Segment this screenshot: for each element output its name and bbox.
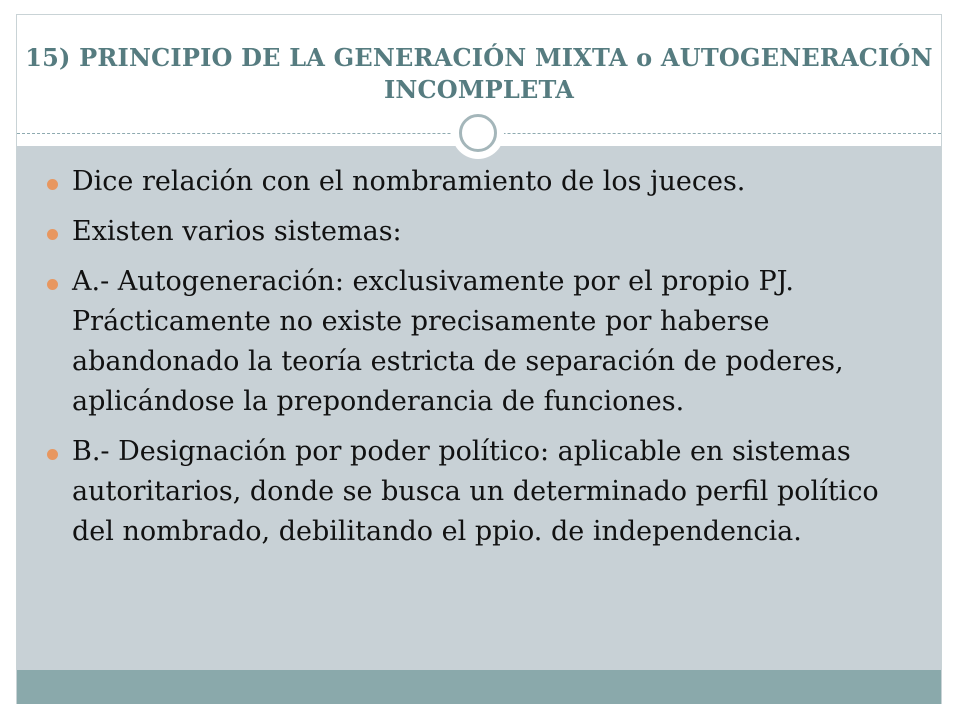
bullet-text: A.- Autogeneración: exclusivamente por el propio PJ. Prácticamente no existe precisamente por haberse abandonado la teoría estricta de separación de poderes, aplicándose la preponderancia de funciones. xyxy=(72,266,844,417)
bullet-item xyxy=(46,262,926,422)
footer-band xyxy=(17,670,941,704)
bullet-item xyxy=(46,432,926,552)
bullet-text: Existen varios sistemas: xyxy=(72,216,402,247)
ring-icon xyxy=(452,107,504,159)
bullet-item xyxy=(46,162,926,202)
bullet-item xyxy=(46,212,926,252)
bullet-text: B.- Designación por poder político: aplicable en sistemas autoritarios, donde se busca un determinado perfil político del nombrado, debilitando el ppio. de independencia. xyxy=(72,436,879,547)
bullet-list xyxy=(46,162,926,562)
bullet-dot-icon xyxy=(47,179,58,190)
bullet-text: Dice relación con el nombramiento de los jueces. xyxy=(72,166,746,197)
bullet-dot-icon xyxy=(47,229,58,240)
slide-title: 15) PRINCIPIO DE LA GENERACIÓN MIXTA o AUTOGENERACIÓN INCOMPLETA xyxy=(25,43,933,104)
bullet-dot-icon xyxy=(47,449,58,460)
ring-inner xyxy=(459,114,497,152)
bullet-dot-icon xyxy=(47,279,58,290)
